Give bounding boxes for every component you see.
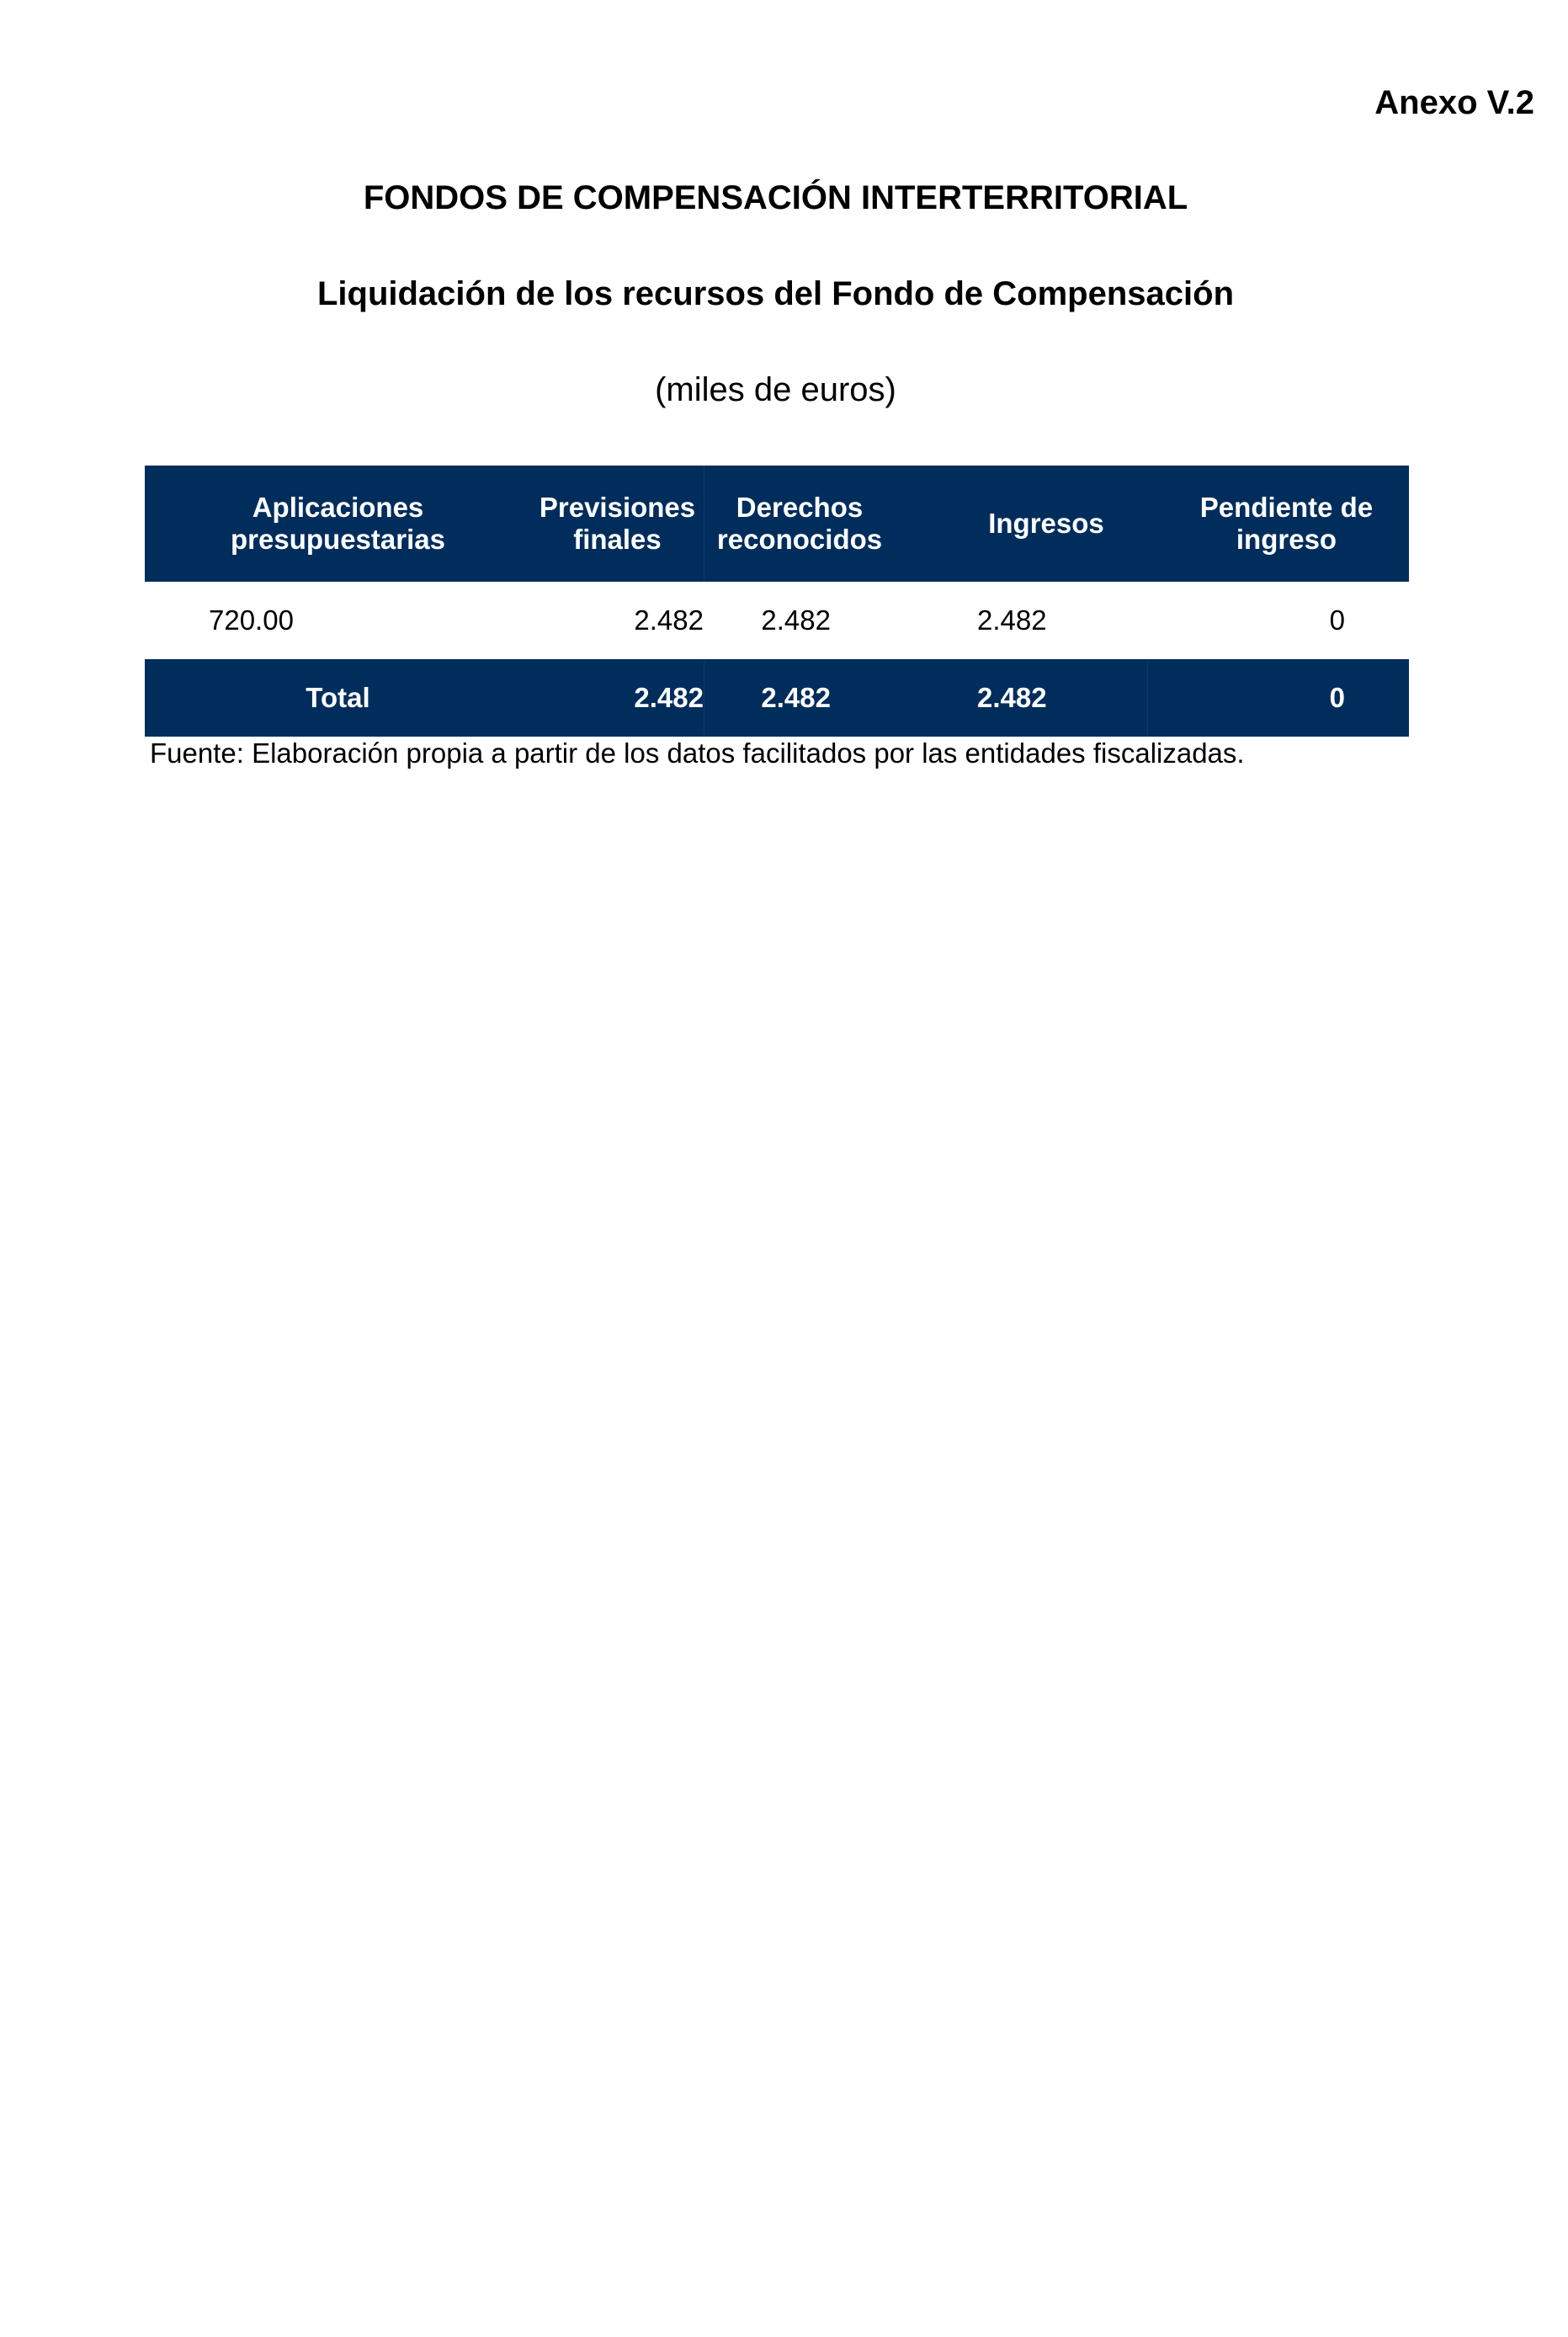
total-previsiones: 2.482	[634, 682, 704, 713]
header-pendiente-label: Pendiente de ingreso	[1199, 492, 1374, 555]
units-label: (miles de euros)	[655, 371, 896, 408]
total-label-cell	[145, 659, 531, 737]
cell-aplicacion	[145, 582, 531, 659]
liquidation-table	[145, 466, 1409, 737]
cell-previsiones: 2.482	[634, 604, 704, 636]
total-ingresos: 2.482	[977, 682, 1047, 713]
total-row	[145, 659, 1409, 737]
header-previsiones: Previsiones finales	[539, 492, 696, 555]
total-pendiente: 0	[1147, 659, 1409, 737]
total-derechos: 2.482	[704, 659, 895, 737]
cell-ingresos-value: 2.482	[977, 604, 1047, 636]
cell-aplicacion-value: 720.00	[209, 604, 294, 636]
header-pendiente	[1147, 466, 1409, 582]
cell-previsiones-derechos	[531, 582, 895, 659]
header-ingresos	[895, 466, 1147, 582]
header-aplicaciones	[145, 466, 531, 582]
total-pendiente-cell	[1147, 659, 1409, 737]
cell-pendiente-value: 0	[1329, 604, 1345, 636]
cell-derechos: 2.482	[761, 604, 831, 636]
page-subtitle: Liquidación de los recursos del Fondo de Compensación	[316, 275, 1235, 312]
cell-ingresos	[895, 582, 1147, 659]
header-ingresos-label: Ingresos	[988, 508, 1104, 539]
total-ingresos-cell	[895, 659, 1147, 737]
total-previsiones-derechos	[531, 659, 895, 737]
header-derechos: Derechos reconocidos	[704, 466, 895, 582]
header-aplicaciones-label: Aplicaciones presupuestarias	[231, 492, 445, 555]
page-title: FONDOS DE COMPENSACIÓN INTERTERRITORIAL	[363, 179, 1188, 216]
table-row	[145, 582, 1409, 659]
annex-label: Anexo V.2	[1374, 84, 1534, 121]
header-previsiones-derechos	[531, 466, 895, 582]
total-label: Total	[306, 682, 370, 713]
source-note: Fuente: Elaboración propia a partir de los datos facilitados por las entidades fiscalizadas.	[150, 737, 1245, 769]
cell-pendiente	[1147, 582, 1409, 659]
